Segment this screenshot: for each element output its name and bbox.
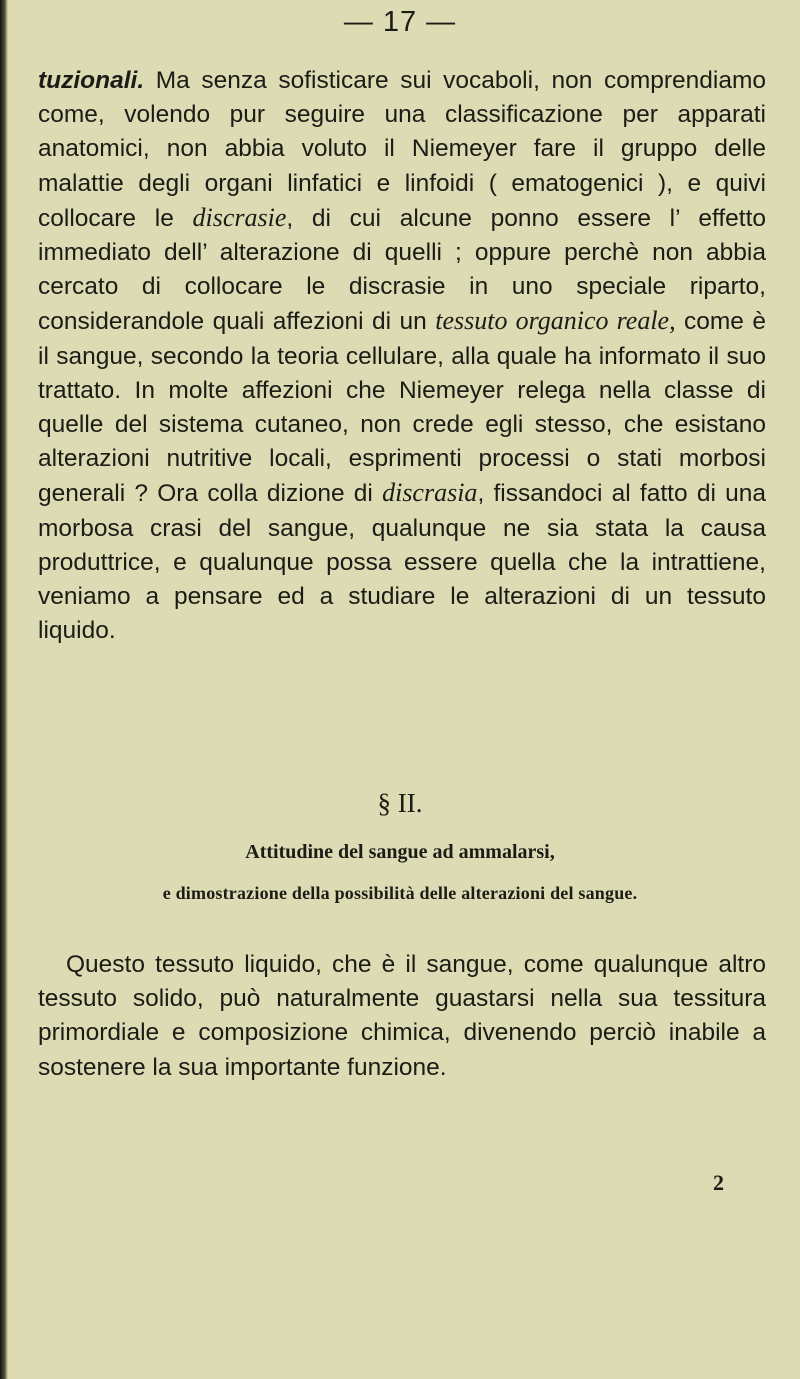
emphasized-text: tessuto organico reale, xyxy=(435,306,676,336)
signature-mark: 2 xyxy=(713,1170,724,1195)
page-binding-shadow xyxy=(0,0,8,1379)
page-number-header: — 17 — xyxy=(343,6,457,38)
section-title: Attitudine del sangue ad ammalarsi, xyxy=(245,841,555,863)
paragraph-2: Questo tessuto liquido, che è il sangue, come qualunque altro tessuto solido, può naturalmente guastarsi nella sua tessitura primordiale e composizione chimica, divenendo perciò inabile a sostenere la sua importante funzione. xyxy=(38,951,766,1081)
body-text: come è il sangue, secondo la teoria cellulare, alla quale ha informato il suo trattato. In molte affezioni che Niemeyer relega nella classe di quelle del sistema cutaneo, non crede egli stesso, che esistano alterazioni nutritive locali, esprimenti processi o stati morbosi generali ? Ora colla dizione di xyxy=(38,308,766,508)
section-number: § II. xyxy=(377,788,423,818)
body-text: , di cui alcune ponno essere l’ effetto immediato dell’ alterazione di quelli ; oppure perchè non abbia cercato di collocare le discrasie in uno speciale riparto, considerandole quali affezioni di un xyxy=(38,204,766,336)
body-text: Ma senza sofisticare sui vocaboli, non comprendiamo come, volendo pur seguire una classificazione per apparati anatomici, non abbia voluto il Niemeyer fare il gruppo delle malattie degli organi linfatici e linfoidi ( ematogenici ), e quivi collocare le xyxy=(38,67,766,232)
paragraph-1 xyxy=(38,64,766,648)
body-text: , fissandoci al fatto di una morbosa crasi del sangue, qualunque ne sia stata la causa produttrice, e qualunque possa essere quella che la intrattiene, veniamo a pensare ed a studiare le alterazioni di un tessuto liquido. xyxy=(38,480,766,645)
emphasized-text: discrasia xyxy=(382,478,478,508)
emphasized-text: discrasie xyxy=(192,202,287,232)
emphasized-text: tuzionali. xyxy=(38,67,145,94)
section-subtitle: e dimostrazione della possibilità delle alterazioni del sangue. xyxy=(162,883,638,903)
